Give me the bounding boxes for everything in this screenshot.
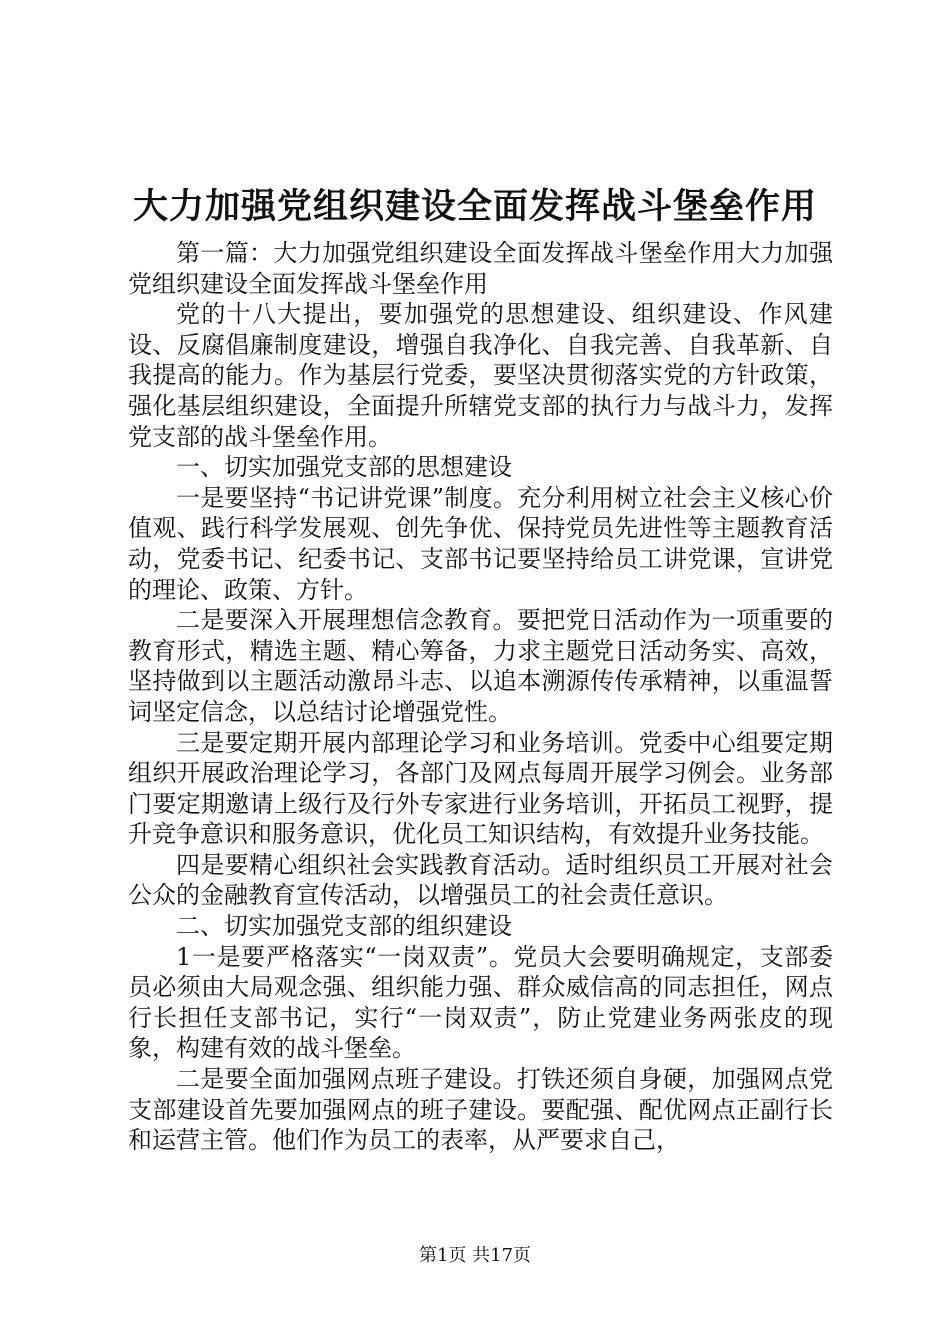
page-number-footer: 第1页 共17页 <box>418 1245 532 1266</box>
paragraph-7: 1一是要严格落实“一岗双责”。党员大会要明确规定，支部委员必须由大局观念强、组织能力强、群众威信高的同志担任，网点行长担任支部书记，实行“一岗双责”，防止党建业务两张皮的现象，构建有效的战斗堡垒。 <box>128 942 833 1063</box>
document-body <box>128 238 833 1156</box>
paragraph-2: 党的十八大提出，要加强党的思想建设、组织建设、作风建设、反腐倡廉制度建设，增强自我净化、自我完善、自我革新、自我提高的能力。作为基层行党委，要坚决贯彻落实党的方针政策，强化基层组织建设，全面提升所辖党支部的执行力与战斗力，发挥党支部的战斗堡垒作用。 <box>128 300 833 451</box>
section-heading-2: 二、切实加强党支部的组织建设 <box>176 912 512 941</box>
paragraph-1: 第一篇：大力加强党组织建设全面发挥战斗堡垒作用大力加强党组织建设全面发挥战斗堡垒作用 <box>128 239 833 298</box>
paragraph-6: 四是要精心组织社会实践教育活动。适时组织员工开展对社会公众的金融教育宣传活动，以增强员工的社会责任意识。 <box>128 850 833 910</box>
paragraph-8: 二是要全面加强网点班子建设。打铁还须自身硬，加强网点党支部建设首先要加强网点的班子建设。要配强、配优网点正副行长和运营主管。他们作为员工的表率，从严要求自己， <box>128 1065 833 1155</box>
section-heading-1: 一、切实加强党支部的思想建设 <box>176 453 512 482</box>
paragraph-4: 二是要深入开展理想信念教育。要把党日活动作为一项重要的教育形式，精选主题、精心筹备，力求主题党日活动务实、高效，坚持做到以主题活动激昂斗志、以追本溯源传传承精神，以重温誓词坚定信念，以总结讨论增强党性。 <box>128 606 833 726</box>
paragraph-5: 三是要定期开展内部理论学习和业务培训。党委中心组要定期组织开展政治理论学习，各部门及网点每周开展学习例会。业务部门要定期邀请上级行及行外专家进行业务培训，开拓员工视野，提升竞争意识和服务意识，优化员工知识结构，有效提升业务技能。 <box>128 728 833 849</box>
document-title: 大力加强党组织建设全面发挥战斗堡垒作用 <box>132 187 817 227</box>
paragraph-3: 一是要坚持“书记讲党课”制度。充分利用树立社会主义核心价值观、践行科学发展观、创先争优、保持党员先进性等主题教育活动，党委书记、纪委书记、支部书记要坚持给员工讲党课，宣讲党的理论、政策、方针。 <box>128 483 833 604</box>
